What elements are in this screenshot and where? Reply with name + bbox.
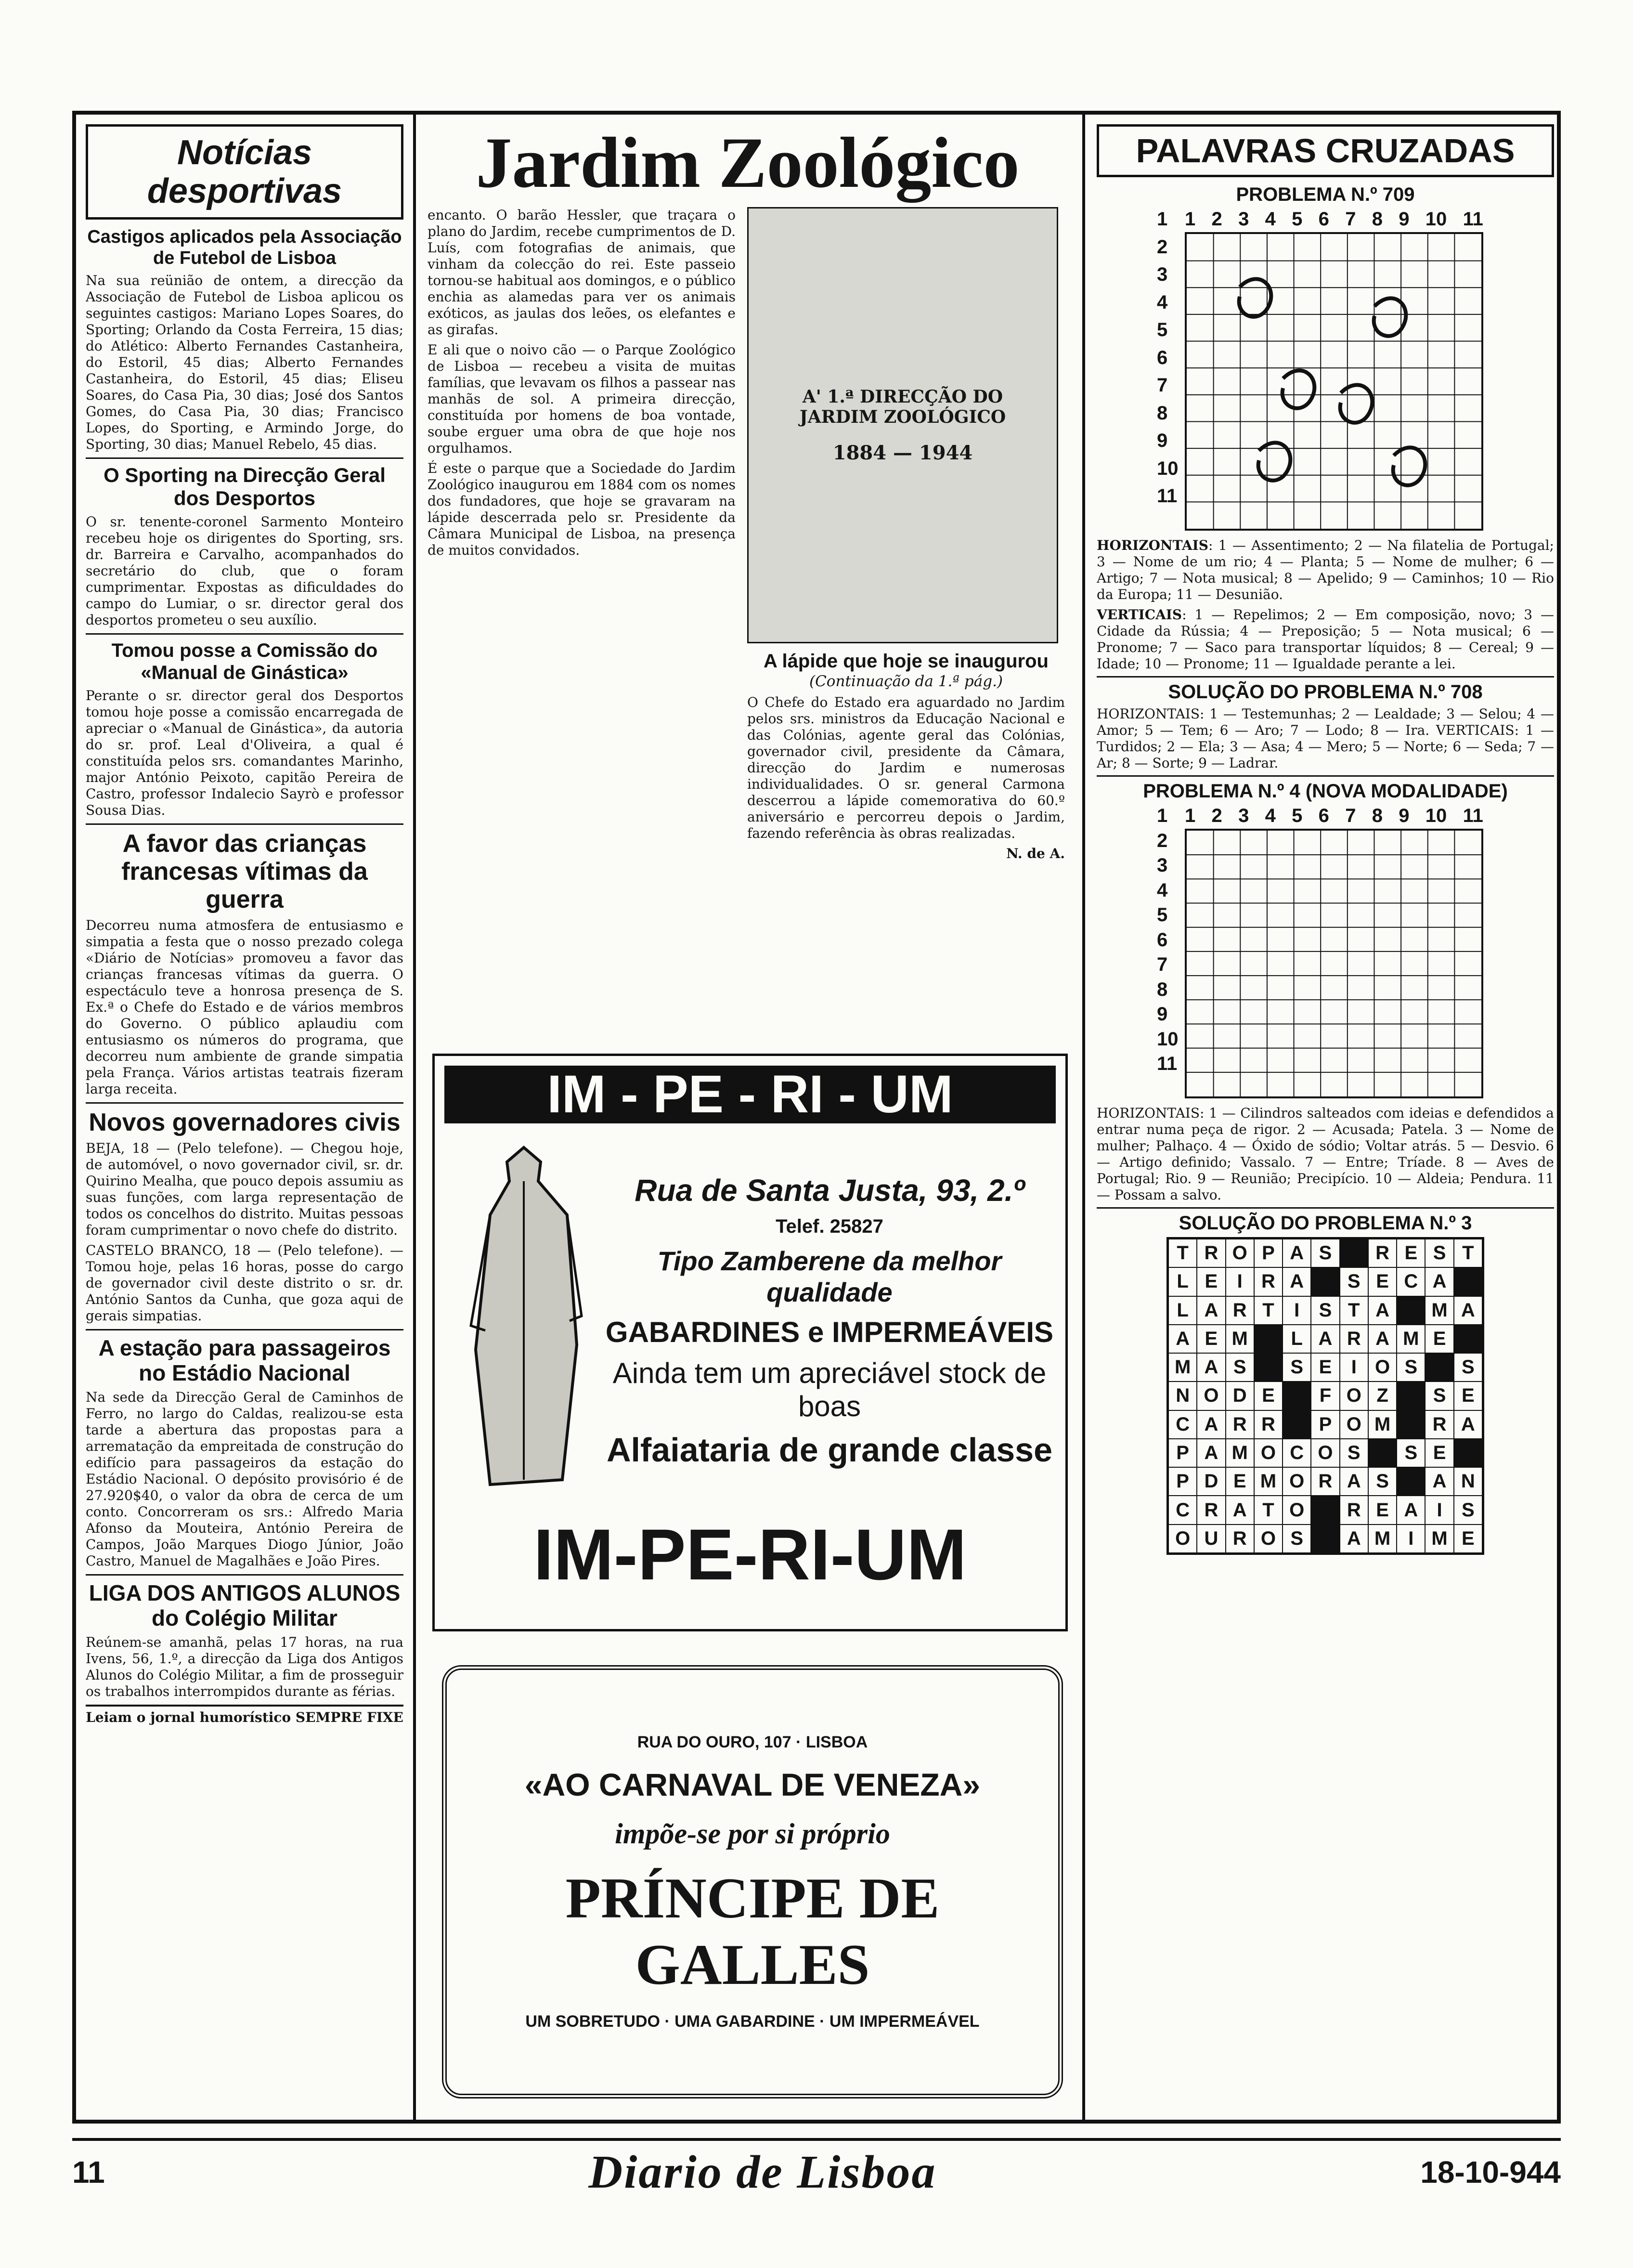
- solution-cell: M: [1425, 1296, 1453, 1325]
- ad-address: Rua de Santa Justa, 93, 2.º: [635, 1173, 1024, 1208]
- grid-number: 4: [1157, 291, 1168, 313]
- solution-cell: A: [1197, 1353, 1225, 1382]
- solution-cell: [1397, 1467, 1425, 1496]
- article-text: encanto. O barão Hessler, que traçara o plano do Jardim, recebe cumprimentos de D. Luís, com fotografias de animais, que vinham da colecção do rei. Este passeio tornou-se habitual aos domingos, e o público enchia as alamedas para ver os animais exóticos, as jaulas dos leões, os elefantes e as girafas.: [428, 207, 736, 338]
- grid-number: 10: [1157, 1028, 1179, 1050]
- solution-cell: A: [1283, 1239, 1311, 1267]
- solution-cell: E: [1454, 1525, 1482, 1553]
- solution-cell: R: [1340, 1496, 1368, 1524]
- grid-number: 2: [1211, 805, 1222, 826]
- solution-cell: [1397, 1296, 1425, 1325]
- headline: A favor das crianças francesas vítimas da guerra: [121, 830, 368, 913]
- solution-grid-3: [1166, 1237, 1484, 1555]
- solution-cell: O: [1197, 1382, 1225, 1410]
- article-text: Na sua reünião de ontem, a direcção da Associação de Futebol de Lisboa aplicou os seguintes castigos: Mariano Lopes Soares, do Sporting; Orlando da Costa Ferreira, 15 dias; do Atlético: Alberto Fernandes Castanheira, do Estoril, 45 dias; Alberto Fernandes Castanheira, do Estoril, 45 dias; Eliseu Soares, do Casa Pia, 30 dias; José dos Santos Gomes, do Casa Pia, 30 dias; Francisco Lopes, do Sporting, e Armindo Jorge, do Sporting, 30 dias; Manuel Rebelo, 45 dias.: [86, 273, 403, 452]
- grid-number: 5: [1292, 805, 1303, 826]
- grid-number: 5: [1292, 209, 1303, 230]
- solution-cell: M: [1425, 1525, 1453, 1553]
- solution-cell: S: [1397, 1353, 1425, 1382]
- crossword-column: [1097, 124, 1554, 2108]
- ad-tagline: Alfaiataria de grande classe: [607, 1431, 1052, 1469]
- solution-cell: [1454, 1267, 1482, 1296]
- grid-number: 1: [1157, 805, 1168, 826]
- ad-slogan: impõe-se por si próprio: [615, 1817, 890, 1850]
- grid-number: 2: [1211, 209, 1222, 230]
- solution-cell: [1283, 1382, 1311, 1410]
- solution-cell: [1311, 1496, 1339, 1524]
- solution-cell: L: [1283, 1325, 1311, 1353]
- solution-cell: E: [1454, 1382, 1482, 1410]
- ad-phone: Telef. 25827: [776, 1216, 883, 1237]
- solution-cell: E: [1368, 1267, 1397, 1296]
- solution-cell: R: [1425, 1410, 1453, 1439]
- solution-cell: I: [1226, 1267, 1254, 1296]
- grid-number: 9: [1157, 430, 1168, 451]
- solution-cell: R: [1226, 1410, 1254, 1439]
- solution-cell: N: [1454, 1467, 1482, 1496]
- grid-number: 7: [1345, 209, 1356, 230]
- page-number: 11: [72, 2155, 105, 2190]
- headline: A estação para passageiros no Estádio Nacional: [98, 1335, 391, 1385]
- solution-cell: S: [1311, 1296, 1339, 1325]
- row-numbers: [1157, 805, 1181, 1075]
- solution-cell: S: [1226, 1353, 1254, 1382]
- grid-lines: [1187, 234, 1481, 529]
- grid-number: 6: [1157, 347, 1168, 368]
- solution-cell: T: [1254, 1496, 1283, 1524]
- grid-number: 9: [1157, 1004, 1168, 1025]
- solution-cell: M: [1168, 1353, 1197, 1382]
- grid-number: 3: [1238, 209, 1249, 230]
- grid-number: 9: [1399, 805, 1410, 826]
- solution-cell: R: [1340, 1325, 1368, 1353]
- problem-title: PROBLEMA N.º 709: [1236, 184, 1415, 205]
- solution-cell: A: [1454, 1296, 1482, 1325]
- solution-cell: A: [1340, 1525, 1368, 1553]
- page-frame: [72, 111, 1561, 2124]
- solution-cell: R: [1254, 1267, 1283, 1296]
- grid-number: 11: [1463, 805, 1483, 826]
- solution-cell: R: [1226, 1296, 1254, 1325]
- solution-cell: [1368, 1439, 1397, 1467]
- solution-cell: [1397, 1410, 1425, 1439]
- solution-cell: I: [1425, 1496, 1453, 1524]
- solution-cell: M: [1226, 1325, 1254, 1353]
- problem-title: PROBLEMA N.º 4 (NOVA MODALIDADE): [1143, 781, 1508, 802]
- solution-cell: O: [1340, 1410, 1368, 1439]
- newspaper-name: Diario de Lisboa: [588, 2146, 937, 2198]
- solution-cell: P: [1254, 1239, 1283, 1267]
- solution-cell: O: [1283, 1467, 1311, 1496]
- solution-cell: S: [1397, 1439, 1425, 1467]
- headline: O Sporting na Direcção Geral dos Desportos: [104, 464, 386, 509]
- ad-brand: IM-PE-RI-UM: [533, 1514, 967, 1595]
- article-text: O sr. tenente-coronel Sarmento Monteiro recebeu hoje os dirigentes do Sporting, srs. dr. Barreira e Carvalho, acompanhados do secretário do club, que o foram cumprimentar. Expostas as dificuldades do campo do Lumiar, o sr. director geral dos desportos prometeu o seu auxílio.: [86, 514, 403, 628]
- solution-cell: L: [1168, 1267, 1197, 1296]
- headline: Castigos aplicados pela Associação de Futebol de Lisboa: [87, 227, 402, 268]
- solution-title: SOLUÇÃO DO PROBLEMA N.º 708: [1168, 681, 1483, 703]
- column-numbers: [1185, 805, 1483, 827]
- grid-number: 1: [1185, 805, 1196, 826]
- solution-cell: A: [1425, 1267, 1453, 1296]
- solution-cell: S: [1283, 1353, 1311, 1382]
- solution-cell: C: [1283, 1439, 1311, 1467]
- headline: Tomou posse a Comissão do «Manual de Ginástica»: [111, 640, 378, 683]
- grid-number: 8: [1157, 402, 1168, 424]
- zoo-headline: Jardim Zoológico: [476, 124, 1020, 203]
- clues-text: HORIZONTAIS: 1 — Cilindros salteados com ideias e defendidos a entrar numa peça de rigor. 2 — Acusada; Patela. 3 — Nome de mulher; Palhaço. 4 — Óxido de sódio; Voltar atrás. 5 — Desvio. 6 — Artigo definido; Vassalo. 7 — Entre; Tríade. 8 — Aves de Portugal; Rio. 9 — Reunião; Precipício. 10 — Aldeia; Pendura. 11 — Possam a salvo.: [1097, 1105, 1554, 1203]
- headline: Novos governadores civis: [89, 1108, 401, 1136]
- article-text: O Chefe do Estado era aguardado no Jardim pelos srs. ministros da Educação Nacional e das Colónias, agente geral das Colónias, governador civil, presidente da Câmara, direcção do Jardim e numerosas individualidades. O sr. general Carmona descerrou a lápide comemorativa do 60.º aniversário e percorreu depois o Jardim, fazendo referência às obras realizadas.: [747, 694, 1065, 841]
- section-title: PALAVRAS CRUZADAS: [1136, 132, 1515, 169]
- zoo-article: [428, 124, 1068, 1039]
- solution-cell: S: [1340, 1439, 1368, 1467]
- clues-vertical: VERTICAIS: 1 — Repelimos; 2 — Em composição, novo; 3 — Cidade da Rússia; 4 — Preposição; 5 — Nota musical; 6 — Pronome; 7 — Saco para transportar líquidos; 8 — Cereal; 9 — Idade; 10 — Pronome; 11 — Igualdade perante a lei.: [1097, 607, 1554, 672]
- solution-cell: R: [1197, 1496, 1225, 1524]
- solution-cell: A: [1226, 1496, 1254, 1524]
- row-numbers: [1157, 209, 1181, 507]
- solution-cell: T: [1254, 1296, 1283, 1325]
- solution-cell: O: [1254, 1525, 1283, 1553]
- raincoat-figure: [444, 1133, 603, 1509]
- grid-number: 1: [1157, 209, 1168, 230]
- solution-cell: Z: [1368, 1382, 1397, 1410]
- grid-number: 5: [1157, 319, 1168, 340]
- grid-number: 7: [1157, 375, 1168, 396]
- solution-cell: R: [1311, 1467, 1339, 1496]
- solution-cell: M: [1368, 1525, 1397, 1553]
- solution-cell: [1397, 1382, 1425, 1410]
- solution-cell: A: [1368, 1296, 1397, 1325]
- grid-number: 7: [1157, 954, 1168, 975]
- solution-cell: A: [1283, 1267, 1311, 1296]
- solution-cell: O: [1340, 1382, 1368, 1410]
- column-numbers: [1185, 209, 1483, 230]
- solution-cell: P: [1168, 1439, 1197, 1467]
- article-text: Reúnem-se amanhã, pelas 17 horas, na rua Ivens, 56, 1.º, a direcção da Liga dos Antigos Alunos do Colégio Militar, a fim de prosseguir os trabalhos interrompidos durante as férias.: [86, 1634, 403, 1699]
- article-text: BEJA, 18 — (Pelo telefone). — Chegou hoje, de automóvel, o novo governador civil, sr. dr. Quirino Mealha, que pouco depois assumiu as suas funções, com larga representação de todos os concelhos do distrito. Muitas pessoas foram cumprimentar o novo chefe do distrito.: [86, 1140, 403, 1238]
- solution-cell: [1311, 1525, 1339, 1553]
- solution-cell: E: [1368, 1496, 1397, 1524]
- footer-note: Leiam o jornal humorístico SEMPRE FIXE: [86, 1709, 403, 1725]
- solution-cell: O: [1283, 1496, 1311, 1524]
- zoo-subhead: A lápide que hoje se inaugurou: [764, 651, 1049, 672]
- grid-number: 9: [1399, 209, 1410, 230]
- solution-cell: D: [1226, 1382, 1254, 1410]
- grid-number: 3: [1157, 855, 1168, 876]
- solution-cell: [1454, 1439, 1482, 1467]
- solution-cell: S: [1311, 1239, 1339, 1267]
- solution-cell: C: [1168, 1496, 1197, 1524]
- grid-number: 8: [1157, 978, 1168, 1000]
- solution-cell: A: [1368, 1325, 1397, 1353]
- solution-cell: U: [1197, 1525, 1225, 1553]
- solution-cell: A: [1197, 1439, 1225, 1467]
- grid-number: 8: [1372, 209, 1383, 230]
- solution-cell: O: [1168, 1525, 1197, 1553]
- grid-number: 4: [1265, 805, 1276, 826]
- solution-cell: E: [1311, 1353, 1339, 1382]
- solution-cell: D: [1197, 1467, 1225, 1496]
- article-text: Decorreu numa atmosfera de entusiasmo e simpatia a festa que o nosso prezado colega «Diário de Notícias» promoveu a favor das crianças francesas vítimas da guerra. O espectáculo teve a honrosa presença de S. Ex.ª o Chefe do Estado e de vários membros do Governo. O público aplaudiu com entusiasmo os números do programa, que decorreu num ambiente de grande simpatia pela França. Vários artistas teatrais fizeram larga receita.: [86, 917, 403, 1097]
- crossword-grid-709: [1185, 232, 1483, 531]
- continuation-note: (Continuação da 1.ª pág.): [809, 673, 1003, 690]
- solution-cell: S: [1425, 1382, 1453, 1410]
- solution-cell: I: [1397, 1525, 1425, 1553]
- issue-date: 18-10-944: [1420, 2155, 1561, 2190]
- solution-cell: C: [1397, 1267, 1425, 1296]
- imperium-ad: [432, 1054, 1068, 1631]
- solution-cell: [1340, 1239, 1368, 1267]
- solution-cell: O: [1311, 1439, 1339, 1467]
- plaque-years: 1884 — 1944: [832, 441, 973, 464]
- grid-number: 3: [1238, 805, 1249, 826]
- signature: N. de A.: [1006, 846, 1065, 861]
- solution-cell: A: [1454, 1410, 1482, 1439]
- section-title: Notícias desportivas: [147, 133, 342, 210]
- masthead: [72, 2138, 1561, 2203]
- solution-cell: A: [1311, 1325, 1339, 1353]
- ad-store-address: RUA DO OURO, 107 · LISBOA: [637, 1733, 868, 1751]
- solution-cell: M: [1397, 1325, 1425, 1353]
- solution-cell: T: [1340, 1296, 1368, 1325]
- grid-number: 7: [1345, 805, 1356, 826]
- solution-cell: N: [1168, 1382, 1197, 1410]
- grid-number: 11: [1157, 1053, 1178, 1074]
- solution-cell: [1283, 1410, 1311, 1439]
- grid-number: 8: [1372, 805, 1383, 826]
- grid-number: 5: [1157, 904, 1168, 925]
- grid-number: 10: [1425, 209, 1447, 230]
- solution-cell: M: [1226, 1439, 1254, 1467]
- article-text: Perante o sr. director geral dos Desportos tomou hoje posse a comissão encarregada de apreciar o «Manual de Ginástica», da autoria do sr. prof. Leal d'Oliveira, a qual é constituída pelos srs. comandantes Marinho, major António Peixoto, capitão Pereira de Castro, professor Indalecio Sayrò e professor Sousa Dias.: [86, 688, 403, 818]
- solution-cell: A: [1397, 1496, 1425, 1524]
- solution-text: HORIZONTAIS: 1 — Testemunhas; 2 — Lealdade; 3 — Selou; 4 — Amor; 5 — Tem; 6 — Aro; 7 — Lodo; 8 — Ira. VERTICAIS: 1 — Turdidos; 2 — Ela; 3 — Asa; 4 — Mero; 5 — Norte; 6 — Seda; 7 — Ar; 8 — Sorte; 9 — Ladrar.: [1097, 706, 1554, 771]
- solution-cell: P: [1311, 1410, 1339, 1439]
- sports-column: [86, 124, 403, 2108]
- plaque-photo: [747, 207, 1058, 643]
- solution-cell: A: [1197, 1296, 1225, 1325]
- solution-cell: E: [1197, 1267, 1225, 1296]
- solution-cell: A: [1197, 1410, 1225, 1439]
- solution-cell: S: [1340, 1267, 1368, 1296]
- solution-cell: C: [1168, 1410, 1197, 1439]
- solution-cell: I: [1283, 1296, 1311, 1325]
- ad-stock: Ainda tem um apreciável stock de boas: [612, 1357, 1047, 1422]
- solution-title: SOLUÇÃO DO PROBLEMA N.º 3: [1179, 1212, 1472, 1234]
- article-text: É este o parque que a Sociedade do Jardim Zoológico inaugurou em 1884 com os nomes dos fundadores, que hoje se gravaram na lápide descerrada pelo sr. Presidente da Câmara Municipal de Lisboa, na presença de muitos convidados.: [428, 460, 736, 558]
- solution-cell: S: [1425, 1239, 1453, 1267]
- grid-number: 10: [1157, 457, 1179, 479]
- grid-number: 3: [1157, 264, 1168, 285]
- solution-cell: O: [1226, 1239, 1254, 1267]
- article-text: CASTELO BRANCO, 18 — (Pelo telefone). — Tomou hoje, pelas 16 horas, posse do cargo de governador civil deste distrito o sr. dr. António Santos da Cunha, que goza aqui de gerais simpatias.: [86, 1242, 403, 1324]
- solution-cell: E: [1197, 1325, 1225, 1353]
- clues-horizontal: HORIZONTAIS: 1 — Assentimento; 2 — Na filatelia de Portugal; 3 — Nome de um rio; 4 — Planta; 5 — Nome de mulher; 6 — Artigo; 7 — Nota musical; 8 — Apelido; 9 — Caminhos; 10 — Rio da Europa; 11 — Desunião.: [1097, 537, 1554, 602]
- ad-store-name: «AO CARNAVAL DE VENEZA»: [524, 1766, 981, 1802]
- solution-cell: E: [1397, 1239, 1425, 1267]
- galles-ad: [442, 1665, 1063, 2099]
- grid-number: 10: [1425, 805, 1447, 826]
- ad-quality: Tipo Zamberene da melhor qualidade: [657, 1246, 1002, 1307]
- solution-cell: E: [1254, 1382, 1283, 1410]
- grid-number: 4: [1265, 209, 1276, 230]
- article-text: Na sede da Direcção Geral de Caminhos de Ferro, no largo do Caldas, realizou-se esta tarde a abertura das propostas para a arrematação da empreitada de construção do edifício para passageiros da estação do Estádio Nacional. O depósito provisório é de 27.920$40, o valor da obra de cerca de um conto. Concorreram os srs.: Alfredo Maria Afonso da Mouteira, António Pereira de Campos, João Marques Diogo Júnior, João Castro, Manuel de Magalhães e João Pires.: [86, 1389, 403, 1569]
- plaque-title: A' 1.ª DIRECÇÃO DO JARDIM ZOOLÓGICO: [799, 386, 1006, 427]
- solution-cell: S: [1368, 1467, 1397, 1496]
- column-rule: [413, 115, 416, 2120]
- ad-brand: PRÍNCIPE DE GALLES: [565, 1865, 940, 1996]
- solution-cell: T: [1168, 1239, 1197, 1267]
- ad-products: UM SOBRETUDO · UMA GABARDINE · UM IMPERMEÁVEL: [525, 2012, 980, 2031]
- solution-cell: E: [1425, 1325, 1453, 1353]
- solution-cell: M: [1254, 1467, 1283, 1496]
- solution-cell: I: [1340, 1353, 1368, 1382]
- solution-cell: S: [1454, 1353, 1482, 1382]
- solution-cell: [1454, 1325, 1482, 1353]
- column-rule: [1082, 115, 1085, 2120]
- grid-number: 2: [1157, 236, 1168, 258]
- solution-cell: A: [1425, 1467, 1453, 1496]
- solution-cell: P: [1168, 1467, 1197, 1496]
- headline: LIGA DOS ANTIGOS ALUNOS do Colégio Militar: [89, 1580, 401, 1630]
- solution-cell: M: [1368, 1410, 1397, 1439]
- grid-number: 1: [1185, 209, 1196, 230]
- solution-cell: T: [1454, 1239, 1482, 1267]
- solution-cell: A: [1168, 1325, 1197, 1353]
- solution-cell: [1425, 1353, 1453, 1382]
- solution-cell: [1254, 1325, 1283, 1353]
- crossword-grid-4: [1185, 829, 1483, 1098]
- solution-cell: R: [1226, 1525, 1254, 1553]
- grid-number: 2: [1157, 830, 1168, 851]
- grid-number: 6: [1318, 805, 1329, 826]
- solution-cell: S: [1454, 1496, 1482, 1524]
- ad-products: GABARDINES e IMPERMEÁVEIS: [605, 1316, 1054, 1348]
- grid-number: 11: [1463, 209, 1483, 230]
- grid-number: 11: [1157, 485, 1178, 507]
- solution-cell: R: [1368, 1239, 1397, 1267]
- solution-cell: L: [1168, 1296, 1197, 1325]
- ad-title: IM - PE - RI - UM: [444, 1066, 1056, 1123]
- grid-number: 4: [1157, 879, 1168, 901]
- solution-cell: O: [1254, 1439, 1283, 1467]
- solution-cell: E: [1226, 1467, 1254, 1496]
- solution-cell: A: [1340, 1467, 1368, 1496]
- solution-cell: [1311, 1267, 1339, 1296]
- solution-cell: [1254, 1353, 1283, 1382]
- grid-number: 6: [1318, 209, 1329, 230]
- grid-number: 6: [1157, 929, 1168, 951]
- article-text: E ali que o noivo cão — o Parque Zoológico de Lisboa — recebeu a visita de muitas famílias, que levavam os filhos a passear nas manhãs de sol. A primeira direcção, constituída por homens de boa vontade, soube erguer uma obra de que hoje nos orgulhamos.: [428, 342, 736, 456]
- solution-cell: S: [1283, 1525, 1311, 1553]
- solution-cell: O: [1368, 1353, 1397, 1382]
- solution-cell: E: [1425, 1439, 1453, 1467]
- solution-cell: R: [1254, 1410, 1283, 1439]
- solution-cell: F: [1311, 1382, 1339, 1410]
- solution-cell: R: [1197, 1239, 1225, 1267]
